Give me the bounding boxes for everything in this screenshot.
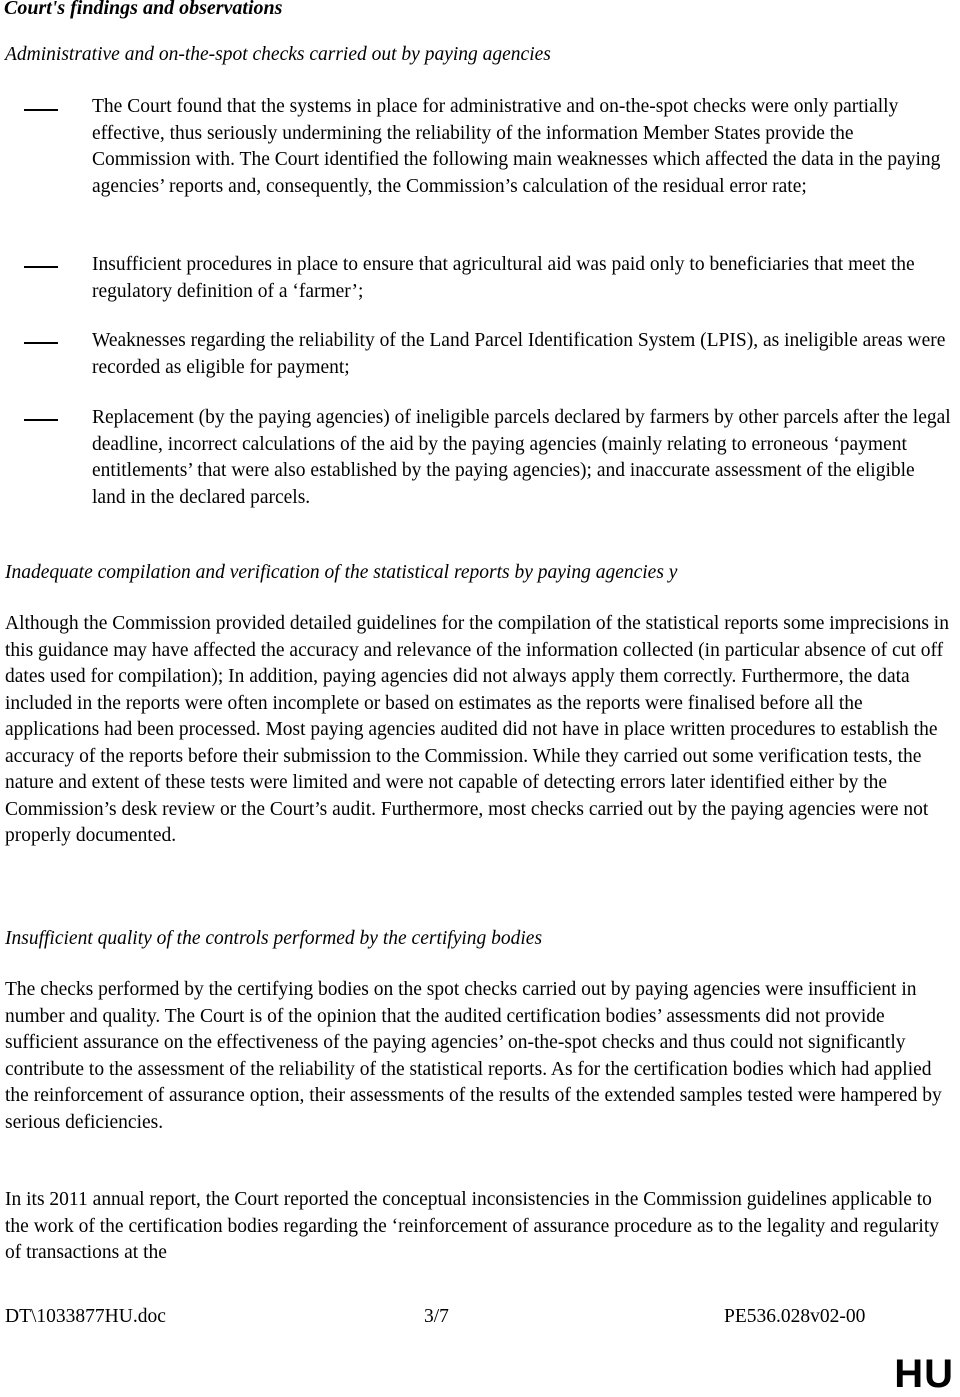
dash-bullet-marker: [24, 266, 58, 268]
bullet-item-2: Insufficient procedures in place to ensure that agricultural aid was paid only to beneficiaries that meet the regulatory definition of a ‘farmer’;: [92, 254, 915, 302]
paragraph-certifying-bodies: The checks performed by the certifying bodies on the spot checks carried out by paying agencies were insufficient in number and quality. The Court is of the opinion that the audited certification bodies’ assessments did not provide sufficient assurance on the effectiveness of the paying agencies’ on-the-spot checks and thus could not significantly contribute to the assessment of the reliability of the statistical reports. As for the certification bodies which had applied the reinforcement of assurance option, their assessments of the results of the extended samples tested were hampered by serious deficiencies.: [5, 979, 942, 1133]
section-heading-certifying-bodies: Insufficient quality of the controls performed by the certifying bodies: [5, 928, 543, 949]
language-mark: HU: [894, 1352, 954, 1396]
dash-bullet-marker: [24, 342, 58, 344]
paragraph-annual-report: In its 2011 annual report, the Court reported the conceptual inconsistencies in the Commission guidelines applicable to the work of the certification bodies regarding the ‘reinforcement of assurance procedure as to the legality and regularity of transactions at the: [5, 1189, 939, 1263]
paragraph-statistical-reports: Although the Commission provided detailed guidelines for the compilation of the statistical reports some imprecisions in this guidance may have affected the accuracy and relevance of the information collected (in particular absence of cut off dates used for compilation); In addition, paying agencies did not always apply them correctly. Furthermore, the data included in the reports were often incomplete or based on estimates as the reports were finalised before all the applications had been processed. Most paying agencies audited did not have in place written procedures to establish the accuracy of the reports before their submission to the Commission. While they carried out some verification tests, the nature and extent of these tests were limited and were not capable of detecting errors later identified either by the Commission’s desk review or the Court’s audit. Furthermore, most checks carried out by the paying agencies were not properly documented.: [5, 613, 949, 846]
footer-document-id: DT\1033877HU.doc: [5, 1306, 166, 1327]
page-title: Court's findings and observations: [4, 0, 283, 19]
footer-reference: PE536.028v02-00: [724, 1306, 866, 1327]
bullet-item-1: The Court found that the systems in place for administrative and on-the-spot checks were only partially effective, thus seriously undermining the reliability of the information Member States provide the Commission with. The Court identified the following main weaknesses which affected the data in the paying agencies’ reports and, consequently, the Commission’s calculation of the residual error rate;: [92, 96, 941, 197]
section-heading-statistical-reports: Inadequate compilation and verification of the statistical reports by paying agencies y: [5, 562, 678, 583]
section-heading-checks: Administrative and on-the-spot checks carried out by paying agencies: [5, 44, 551, 65]
bullet-item-4: Replacement (by the paying agencies) of ineligible parcels declared by farmers by other parcels after the legal deadline, incorrect calculations of the aid by the paying agencies (mainly relating to erroneous ‘payment entitlements’ that were also established by the paying agencies); and inaccurate assessment of the eligible land in the declared parcels.: [92, 407, 951, 508]
dash-bullet-marker: [24, 109, 58, 111]
bullet-item-3: Weaknesses regarding the reliability of the Land Parcel Identification System (LPIS), as ineligible areas were recorded as eligible for payment;: [92, 330, 946, 378]
dash-bullet-marker: [24, 419, 58, 421]
footer-page-number: 3/7: [424, 1306, 449, 1327]
